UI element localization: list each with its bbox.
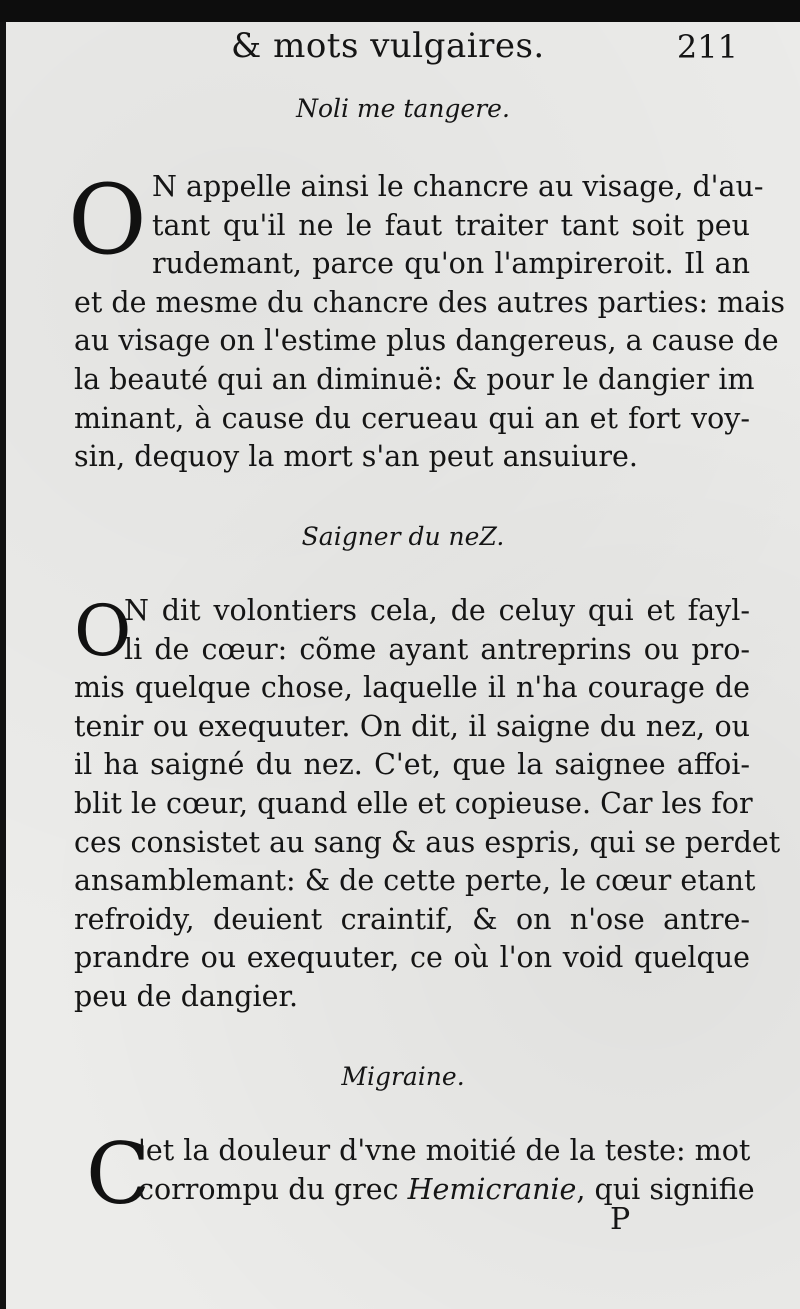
section-heading-noli-me-tangere: Noli me tangere.: [296, 94, 510, 123]
text-line: et de mesme du chancre des autres parties: mais: [74, 285, 785, 319]
text-line: 'et la douleur d'vne moitié de la teste: mot: [138, 1134, 751, 1167]
page-number: 211: [676, 28, 738, 66]
book-page: [6, 22, 800, 1309]
text-line: sin, dequoy la mort s'an peut ansuiure.: [74, 440, 638, 474]
text-line: mis quelque chose, laquelle il n'ha courage de: [74, 671, 750, 705]
text-line: il ha saigné du nez. C'et, que la saignee affoi-: [74, 748, 750, 782]
italic-term: Hemicranie: [407, 1172, 577, 1206]
drop-cap: O: [68, 164, 147, 276]
text-line: prandre ou exequuter, ce où l'on void quelque: [74, 941, 750, 975]
text-line: tant qu'il ne le faut traiter tant soit peu: [152, 208, 750, 242]
text-line: minant, à cause du cerueau qui an et fort voy-: [74, 401, 750, 435]
drop-cap: C: [86, 1125, 151, 1223]
text-line: peu de dangier.: [74, 979, 299, 1013]
scan-border: [0, 0, 800, 22]
text-line: li de cœur: cõme ayant antreprins ou pro-: [124, 632, 750, 666]
signature-mark: P: [610, 1202, 631, 1237]
text-fragment: corrompu du grec: [138, 1172, 399, 1206]
running-head: [6, 26, 800, 84]
text-line: refroidy, deuient craintif, & on n'ose antre-: [74, 902, 750, 936]
text-line: ces consistet au sang & aus espris, qui se perdet: [74, 825, 781, 859]
section-heading-saigner-du-nez: Saigner du neZ.: [301, 522, 505, 551]
text-line: rudemant, parce qu'on l'ampireroit. Il an: [152, 247, 750, 281]
text-line: tenir ou exequuter. On dit, il saigne du nez, ou: [74, 709, 750, 743]
section-body-noli-me-tangere: [74, 168, 785, 477]
text-line: au visage on l'estime plus dangereus, a cause de: [74, 324, 779, 358]
drop-cap: O: [74, 590, 132, 672]
text-line: la beauté qui an diminuë: & pour le dangier im: [74, 362, 755, 396]
section-body-saigner-du-nez: [74, 592, 781, 1017]
running-title: & mots vulgaires.: [231, 26, 545, 66]
text-line: [74, 1171, 755, 1210]
section-heading-migraine: Migraine.: [341, 1062, 465, 1091]
text-fragment: , qui signifie: [576, 1172, 755, 1206]
text-line: blit le cœur, quand elle et copieuse. Car les for: [74, 786, 753, 820]
text-line: N dit volontiers cela, de celuy qui et fayl-: [124, 594, 750, 627]
text-line: N appelle ainsi le chancre au visage, d'au-: [152, 170, 764, 203]
text-line: ansamblemant: & de cette perte, le cœur etant: [74, 864, 756, 898]
section-body-migraine: [74, 1132, 755, 1209]
